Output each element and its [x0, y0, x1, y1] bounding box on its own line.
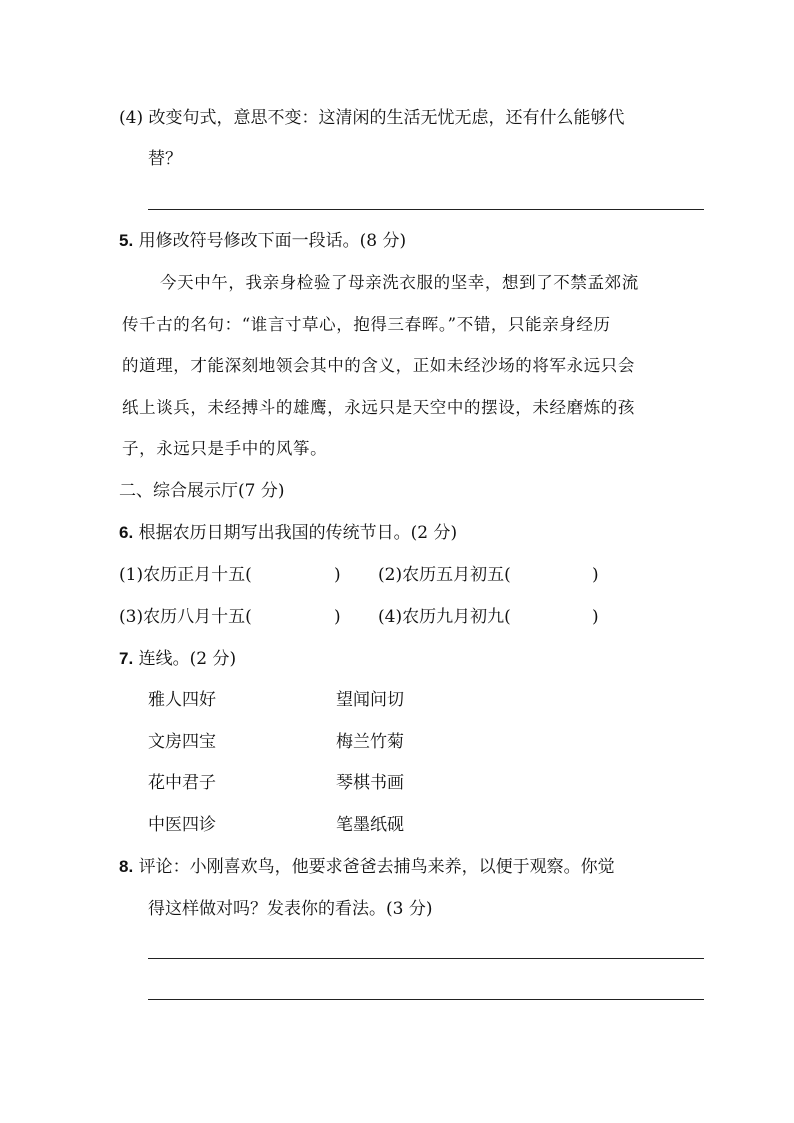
q4-4-line1: [119, 107, 625, 129]
q6-item-2-close: ): [592, 565, 599, 585]
q7-number: 7.: [119, 649, 134, 668]
q7-right-2[interactable]: 梅兰竹菊: [336, 732, 404, 752]
q8-answer-line-2[interactable]: [148, 999, 704, 1000]
q8-line2: 得这样做对吗？发表你的看法。(3 分): [148, 899, 433, 919]
q7-left-3[interactable]: 花中君子: [148, 773, 216, 793]
q7-header: [119, 648, 236, 670]
q6-item-1-label: (1)农历正月十五(: [119, 565, 252, 585]
q8-text: 评论：小刚喜欢鸟，他要求爸爸去捕鸟来养，以便于观察。你觉: [138, 857, 615, 877]
q6-item-4-close: ): [592, 607, 599, 627]
q6-title: 根据农历日期写出我国的传统节日。(2 分): [138, 523, 458, 543]
q5-passage-line-2: 传千古的名句：“谁言寸草心，抱得三春晖。”不错，只能亲身经历: [122, 315, 611, 334]
q7-left-2[interactable]: 文房四宝: [148, 732, 216, 752]
q6-number: 6.: [119, 523, 134, 542]
q6-item-1-close: ): [334, 565, 341, 585]
q8-number: 8.: [119, 857, 134, 876]
q7-left-4[interactable]: 中医四诊: [148, 815, 216, 835]
q7-right-1[interactable]: 望闻问切: [336, 690, 404, 710]
q5-passage-line-5: 子，永远只是手中的风筝。: [122, 439, 328, 458]
q7-right-4[interactable]: 笔墨纸砚: [336, 815, 404, 835]
q6-header: [119, 522, 457, 544]
q5-number: 5.: [119, 231, 134, 250]
q6-item-3-label: (3)农历八月十五(: [119, 607, 252, 627]
q8-line1: [119, 856, 615, 878]
q7-right-3[interactable]: 琴棋书画: [336, 773, 404, 793]
q4-4-line2: 替？: [148, 149, 182, 169]
q4-4-label: (4): [119, 108, 144, 128]
q6-item-2-label: (2)农历五月初五(: [378, 565, 511, 585]
section-2-title: 二、综合展示厅(7 分): [119, 481, 285, 501]
q4-4-text: 改变句式，意思不变：这清闲的生活无忧无虑，还有什么能够代: [148, 108, 625, 128]
q7-title: 连线。(2 分): [138, 649, 237, 669]
q6-item-3-close: ): [334, 607, 341, 627]
q4-4-answer-line[interactable]: [148, 209, 704, 210]
q8-answer-line-1[interactable]: [148, 958, 704, 959]
q5-title: 用修改符号修改下面一段话。(8 分): [138, 231, 407, 251]
q5-passage-line-3: 的道理，才能深刻地领会其中的含义，正如未经沙场的将军永远只会: [122, 356, 635, 375]
q5-passage-line-1: 今天中午，我亲身检验了母亲洗衣服的坚幸，想到了不禁孟郊流: [160, 273, 639, 292]
q6-item-4-label: (4)农历九月初九(: [378, 607, 511, 627]
q5-passage-line-4: 纸上谈兵，未经搏斗的雄鹰，永远只是天空中的摆设，未经磨炼的孩: [122, 398, 635, 417]
q7-left-1[interactable]: 雅人四好: [148, 690, 216, 710]
q5-header: [119, 230, 406, 252]
